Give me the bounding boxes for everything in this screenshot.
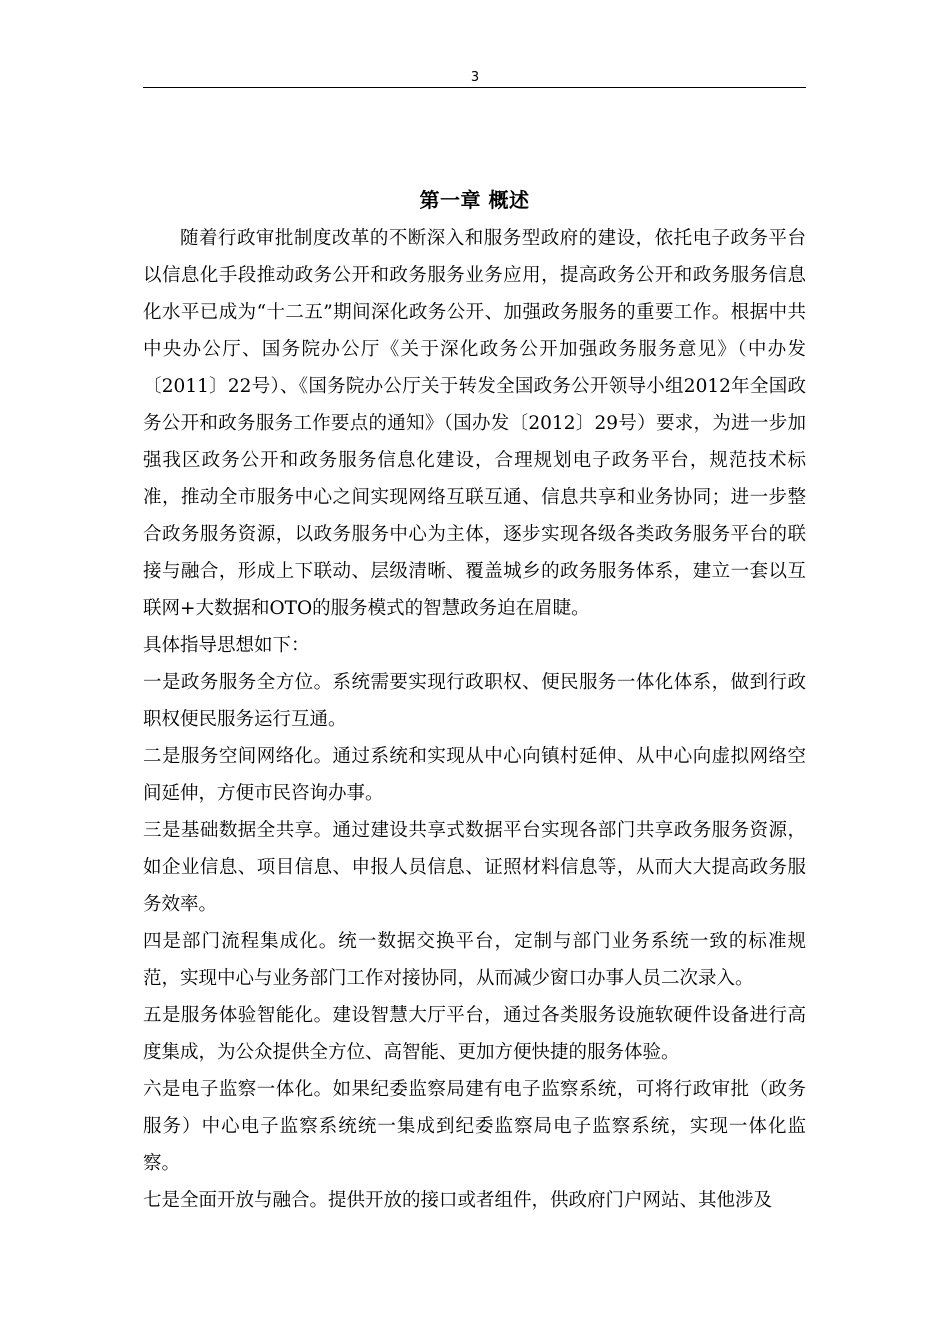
header-rule [143, 87, 806, 88]
principle-item-3: 三是基础数据全共享。通过建设共享式数据平台实现各部门共享政务服务资源，如企业信息、项目信息、申报人员信息、证照材料信息等，从而大大提高政务服务效率。 [143, 820, 806, 915]
principle-item-4: 四是部门流程集成化。统一数据交换平台，定制与部门业务系统一致的标准规范，实现中心与业务部门工作对接协同，从而减少窗口办事人员二次录入。 [143, 931, 806, 989]
chapter-title: 第一章 概述 [419, 188, 530, 212]
intro-paragraph: 随着行政审批制度改革的不断深入和服务型政府的建设，依托电子政务平台以信息化手段推动政务公开和政务服务业务应用，提高政务公开和政务服务信息化水平已成为“十二五”期间深化政务公开、加强政务服务的重要工作。根据中共中央办公厅、国务院办公厅《关于深化政务公开加强政务服务意见》（中办发〔2011〕22号）、《国务院办公厅关于转发全国政务公开领导小组2012年全国政务公开和政务服务工作要点的通知》（国办发〔2012〕29号）要求，为进一步加强我区政务公开和政务服务信息化建设，合理规划电子政务平台，规范技术标准，推动全市服务中心之间实现网络互联互通、信息共享和业务协同；进一步整合政务服务资源，以政务服务中心为主体，逐步实现各级各类政务服务平台的联接与融合，形成上下联动、层级清晰、覆盖城乡的政务服务体系，建立一套以互联网+大数据和OTO的服务模式的智慧政务迫在眉睫。 [143, 228, 806, 619]
principle-item-6: 六是电子监察一体化。如果纪委监察局建有电子监察系统，可将行政审批（政务服务）中心电子监察系统统一集成到纪委监察局电子监察系统，实现一体化监察。 [143, 1079, 806, 1174]
page-number: 3 [470, 70, 480, 85]
guiding-principles-heading: 具体指导思想如下： [143, 635, 310, 656]
principle-item-1: 一是政务服务全方位。系统需要实现行政职权、便民服务一体化体系，做到行政职权便民服务运行互通。 [143, 672, 806, 730]
principle-item-2: 二是服务空间网络化。通过系统和实现从中心向镇村延伸、从中心向虚拟网络空间延伸，方便市民咨询办事。 [143, 746, 806, 804]
principle-item-5: 五是服务体验智能化。建设智慧大厅平台，通过各类服务设施软硬件设备进行高度集成，为公众提供全方位、高智能、更加方便快捷的服务体验。 [143, 1005, 806, 1063]
principle-item-7: 七是全面开放与融合。提供开放的接口或者组件，供政府门户网站、其他涉及 [143, 1190, 773, 1211]
document-body [143, 180, 806, 1219]
